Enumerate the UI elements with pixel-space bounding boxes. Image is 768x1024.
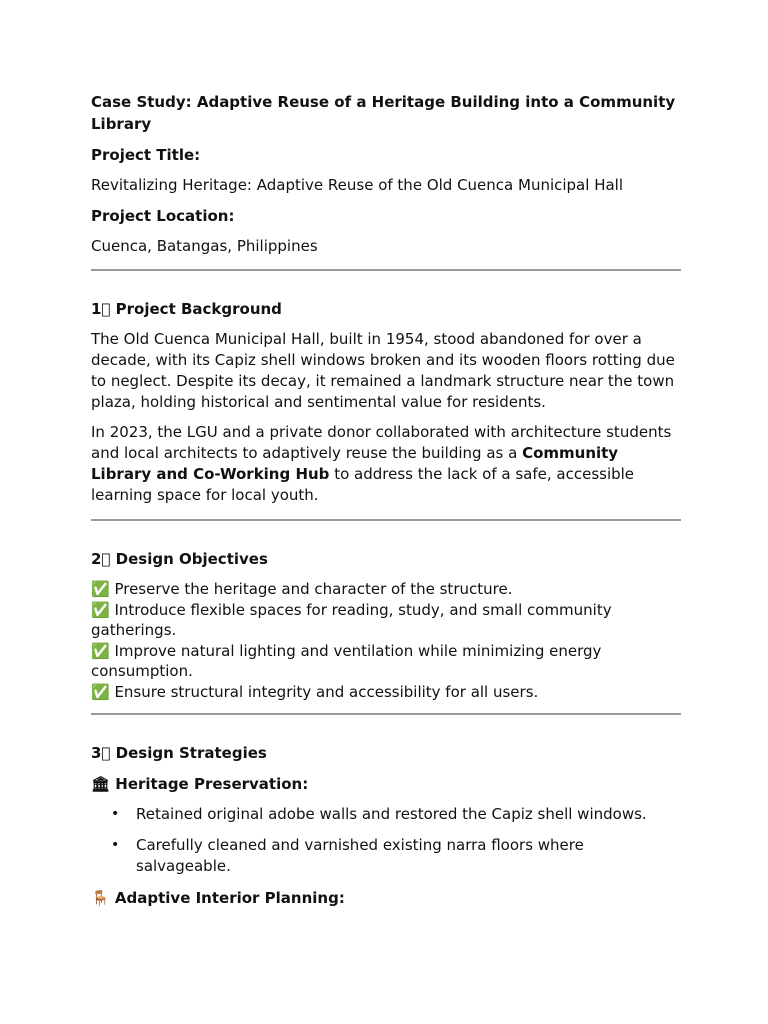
project-title-label: Project Title:: [91, 146, 201, 164]
document-page: [91, 91, 681, 918]
project-title-value: Revitalizing Heritage: Adaptive Reuse of the Old Cuenca Municipal Hall: [91, 176, 623, 194]
objective-item: ✅ Ensure structural integrity and accessibility for all users.: [91, 682, 539, 701]
background-paragraph-2-end: to address the lack of a safe, accessible learning space for local youth.: [91, 465, 635, 504]
list-item: • Carefully cleaned and varnished existing narra floors where salvageable.: [136, 835, 681, 877]
list-item: • Retained original adobe walls and restored the Capiz shell windows.: [136, 804, 681, 825]
objective-item: ✅ Preserve the heritage and character of the structure.: [91, 580, 513, 598]
section-divider: [91, 713, 681, 715]
background-heading: 1⃣ Project Background: [91, 300, 282, 318]
heritage-preservation-list: [91, 804, 681, 877]
section-divider: [91, 519, 681, 521]
objective-item: ✅ Improve natural lighting and ventilation while minimizing energy consumption.: [91, 641, 602, 681]
background-paragraph-2-start: In 2023, the LGU and a private donor collaborated with architecture students and local architects to adaptively reuse the building as a: [91, 423, 672, 462]
project-location-value: Cuenca, Batangas, Philippines: [91, 237, 318, 255]
objective-item: ✅ Introduce flexible spaces for reading, study, and small community gatherings.: [91, 600, 612, 640]
objectives-heading: 2⃣ Design Objectives: [91, 550, 268, 568]
background-paragraph-2-emphasis: Community Library and Co-Working Hub: [91, 444, 619, 483]
strategies-heading: 3⃣ Design Strategies: [91, 743, 267, 762]
heritage-preservation-label: 🏛 Heritage Preservation:: [91, 774, 309, 793]
section-divider: [91, 269, 681, 271]
document-title: Case Study: Adaptive Reuse of a Heritage Building into a Community Library: [91, 93, 676, 133]
project-location-label: Project Location:: [91, 207, 235, 225]
background-paragraph-2: [91, 422, 681, 506]
background-paragraph-1: The Old Cuenca Municipal Hall, built in 1954, stood abandoned for over a decade, with its Capiz shell windows broken and its wooden floors rotting due to neglect. Despite its decay, it remained a landmark structure near the town plaza, holding historical and sentimental value for residents.: [91, 330, 675, 411]
objectives-list: [91, 579, 681, 703]
adaptive-interior-label: 🪑 Adaptive Interior Planning:: [91, 888, 345, 907]
